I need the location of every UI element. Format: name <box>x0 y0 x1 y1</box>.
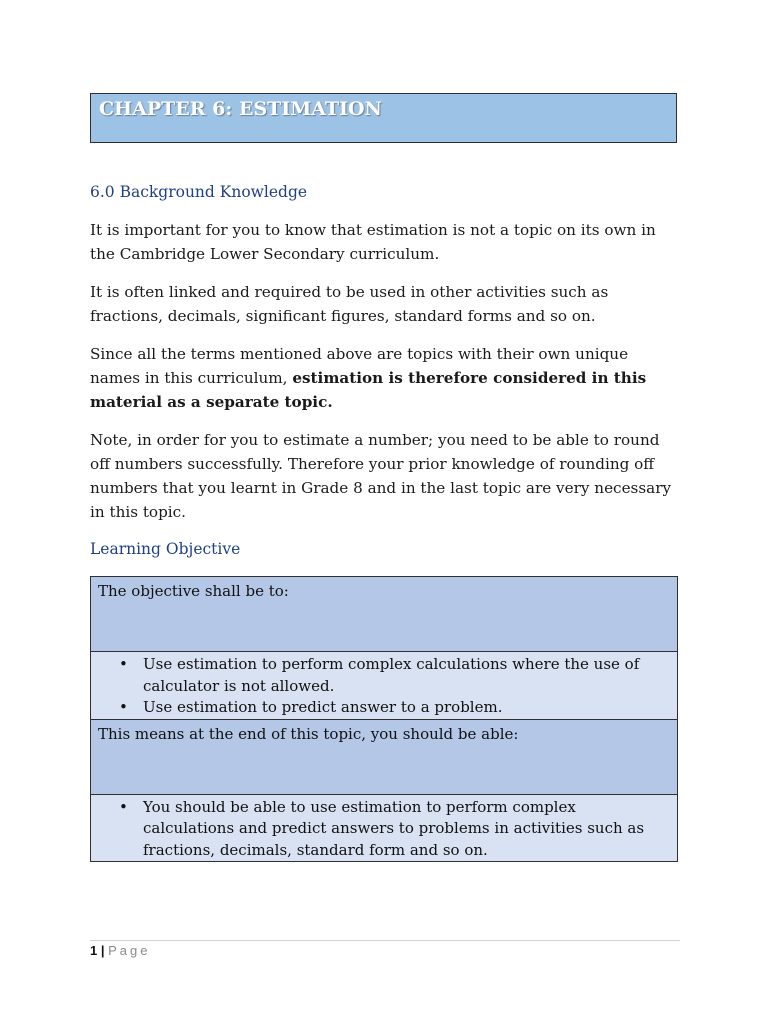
page-label: Page <box>108 943 151 958</box>
learning-objective-table <box>90 576 678 862</box>
background-paragraph-2: It is often linked and required to be used in other activities such as fractions, decimals, significant figures, standard forms and so on. <box>90 283 609 325</box>
background-paragraph-3 <box>90 342 680 414</box>
page-number: 1 <box>90 943 98 958</box>
outcome-bullets-cell <box>91 794 678 862</box>
bullet-icon: • <box>119 698 128 716</box>
list-item: • You should be able to use estimation to perform complex calculations and predict answers to problems in activities such as fractions, decimals, standard form and so on. <box>119 797 645 859</box>
footer-divider <box>90 940 680 941</box>
outcome-header-text: This means at the end of this topic, you should be able: <box>98 724 519 743</box>
list-item: • Use estimation to perform complex calculations where the use of calculator is not allowed. <box>119 655 640 695</box>
objective-header-cell <box>91 577 678 652</box>
background-paragraph-1: It is important for you to know that estimation is not a topic on its own in the Cambridge Lower Secondary curriculum. <box>90 221 656 263</box>
bullet-icon: • <box>119 797 128 816</box>
learning-objective-heading: Learning Objective <box>90 540 241 558</box>
footer-separator: | <box>100 943 105 958</box>
chapter-title: CHAPTER 6: ESTIMATION <box>99 98 382 120</box>
page-footer <box>90 943 151 958</box>
list-item: • Use estimation to predict answer to a problem. <box>143 697 667 719</box>
objective-bullet-list <box>91 652 677 719</box>
background-knowledge-heading: 6.0 Background Knowledge <box>90 183 308 201</box>
chapter-title-box <box>90 93 677 143</box>
objective-header-text: The objective shall be to: <box>98 582 289 600</box>
objective-bullets-cell <box>91 652 678 720</box>
paragraph-3-emphasis: estimation is therefore considered in this material as a separate topic. <box>90 369 647 411</box>
outcome-header-cell <box>91 719 678 794</box>
background-paragraph-4: Note, in order for you to estimate a number; you need to be able to round off numbers successfully. Therefore your prior knowledge of rounding off numbers that you learnt in Grade 8 and in the last topic are very necessary in this topic. <box>90 431 672 521</box>
bullet-icon: • <box>119 655 128 673</box>
paragraph-3-text: Since all the terms mentioned above are topics with their own unique names in this curriculum, <box>90 345 629 387</box>
outcome-bullet-list <box>91 795 677 862</box>
